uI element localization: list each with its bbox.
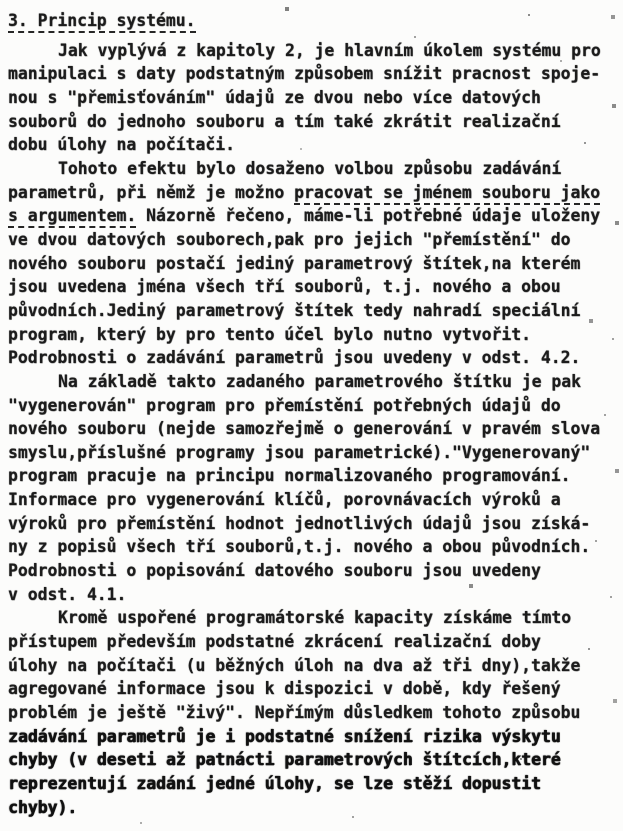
paragraph-1 — [8, 39, 617, 157]
text-line: Jak vyplývá z kapitoly 2, je hlavním úkolem systému pro — [58, 40, 601, 60]
text-line: dobu úlohy na počítači. — [8, 135, 235, 155]
text-line: smyslu,příslušné programy jsou parametrické)."Vygenerovaný" — [8, 442, 591, 462]
text-line: Podrobnosti o zadávání parametrů jsou uvedeny v odst. 4.2. — [8, 348, 581, 368]
section-heading — [8, 9, 617, 33]
text-line: nového souboru postačí jediný parametrový štítek,na kterém — [8, 253, 581, 273]
scan-noise-specks — [0, 0, 2, 2]
text-line: Podrobnosti o popisování datového souboru jsou uvedeny — [8, 561, 541, 581]
text-line: agregované informace jsou k dispozici v době, kdy řešený — [8, 679, 561, 699]
text-line: ny z popisů všech tří souborů,t.j. nového a obou původních. — [8, 537, 591, 557]
paragraph-3 — [8, 370, 617, 607]
text-line: ve dvou datových souborech,pak pro jejich "přemístění" do — [8, 229, 571, 249]
text-line: výroků pro přemístění hodnot jednotlivých údajů jsou získá- — [8, 513, 591, 533]
text-line: zadávání parametrů je i podstatné snížení rizika výskytu — [8, 726, 561, 746]
text-line — [8, 204, 617, 228]
underlined-phrase: s argumentem. — [8, 206, 136, 228]
text-line: nou s "přemisťováním" údajů ze dvou nebo více datových — [8, 87, 541, 107]
text-line: nového souboru (nejde samozřejmě o generování v pravém slova — [8, 419, 601, 439]
text-line: Tohoto efektu bylo dosaženo volbou způsobu zadávání — [58, 158, 562, 178]
text-line: přístupem především podstatné zkrácení realizační doby — [8, 632, 541, 652]
text-line: jsou uvedena jména všech tří souborů, t.j. nového a obou — [8, 277, 561, 297]
text-line: problém je ještě "živý". Nepřímým důsledkem tohoto způsobu — [8, 703, 581, 723]
text-segment: Názorně řečeno, máme-li potřebné údaje uloženy — [136, 206, 601, 226]
text-line: souborů do jednoho souboru a tím také zkrátit realizační — [8, 111, 561, 131]
text-line: chyby). — [8, 797, 78, 817]
section-heading-text: 3. Princip systému. — [8, 11, 196, 33]
text-line — [8, 181, 617, 205]
text-line: úlohy na počítači (u běžných úloh na dva až tři dny),takže — [8, 655, 581, 675]
text-line: chyby (v deseti až patnácti parametrových štítcích,které — [8, 750, 561, 770]
text-line: program, který by pro tento účel bylo nutno vytvořit. — [8, 324, 532, 344]
text-line: program pracuje na principu normalizovaného programování. — [8, 466, 571, 486]
text-line: v odst. 4.1. — [8, 584, 127, 604]
text-line: manipulaci s daty podstatným způsobem snížit pracnost spoje- — [8, 64, 601, 84]
paragraph-2 — [8, 157, 617, 370]
text-line: Informace pro vygenerování klíčů, porovnávacích výroků a — [8, 490, 561, 510]
text-line: reprezentují zadání jedné úlohy, se lze stěží dopustit — [8, 774, 541, 793]
paragraph-4 — [8, 606, 617, 819]
underlined-phrase: pracovat se jménem souboru jako — [294, 183, 600, 205]
text-line: Kromě uspořené programátorské kapacity získáme tímto — [58, 608, 572, 628]
text-line: Na základě takto zadaného parametrového štítku je pak — [58, 371, 582, 391]
text-line: "vygenerován" program pro přemístění potřebných údajů do — [8, 395, 561, 415]
text-line: původních.Jediný parametrový štítek tedy nahradí speciální — [8, 300, 581, 320]
text-segment: parametrů, při němž je možno — [8, 182, 295, 202]
